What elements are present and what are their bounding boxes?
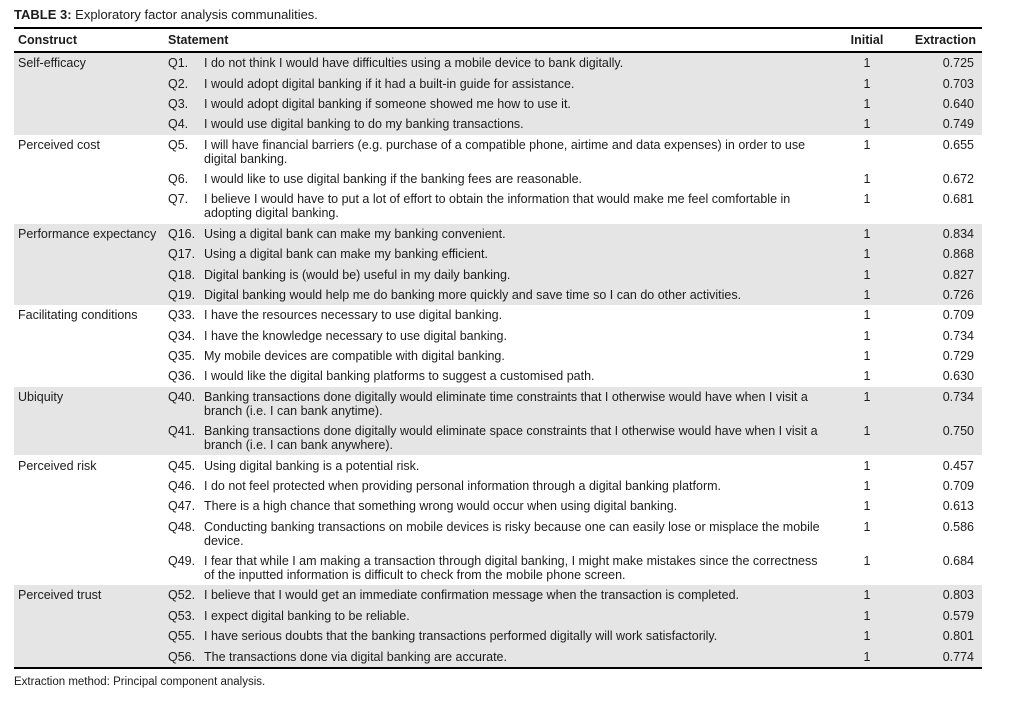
- col-header-initial: Initial: [850, 33, 884, 47]
- extraction-value: 0.734: [942, 389, 974, 404]
- extraction-value: 0.827: [942, 267, 974, 282]
- extraction-value: 0.655: [942, 137, 974, 152]
- table-row: [14, 366, 982, 386]
- statement-number: Q5.: [168, 137, 189, 152]
- extraction-value: 0.681: [942, 192, 974, 207]
- table-title: [14, 7, 998, 22]
- initial-value: 1: [863, 369, 871, 384]
- extraction-value: 0.749: [942, 117, 974, 132]
- statement-number: Q7.: [168, 192, 189, 207]
- statement-text: Banking transactions done digitally would eliminate time constraints that I otherwise would have when I visit a branch (i.e. I can bank anytime).: [204, 389, 808, 418]
- initial-value: 1: [863, 499, 871, 514]
- extraction-value: 0.640: [942, 96, 974, 111]
- table-row: [14, 244, 982, 264]
- table-row: [14, 421, 982, 455]
- construct-cell: Performance expectancy: [18, 226, 157, 241]
- statement-text: I believe I would have to put a lot of effort to obtain the information that would make me feel comfortable in adopting digital banking.: [204, 192, 791, 221]
- table-row: [14, 476, 982, 496]
- extraction-value: 0.613: [942, 499, 974, 514]
- statement-text: The transactions done via digital banking are accurate.: [204, 649, 507, 664]
- extraction-value: 0.774: [942, 649, 974, 664]
- construct-cell: [14, 247, 168, 261]
- statement-number: Q49.: [168, 554, 196, 569]
- construct-cell: [14, 609, 168, 623]
- table-row: [14, 114, 982, 134]
- extraction-value: 0.729: [942, 349, 974, 364]
- statement-text: I would like to use digital banking if the banking fees are reasonable.: [204, 172, 583, 187]
- construct-cell: [14, 554, 168, 582]
- initial-value: 1: [863, 649, 871, 664]
- col-header-extraction: Extraction: [914, 33, 976, 47]
- statement-text: Using a digital bank can make my banking efficient.: [204, 247, 488, 262]
- table-row: [14, 73, 982, 93]
- statement-number: Q16.: [168, 226, 196, 241]
- construct-cell: [14, 424, 168, 452]
- table-row: [14, 53, 982, 73]
- statement-number: Q19.: [168, 287, 196, 302]
- extraction-value: 0.684: [942, 554, 974, 569]
- table-title-text: Exploratory factor analysis communalities.: [71, 7, 318, 22]
- statement-number: Q6.: [168, 172, 189, 187]
- statement-number: Q17.: [168, 247, 196, 262]
- construct-cell: [14, 349, 168, 363]
- construct-cell: [14, 192, 168, 220]
- statement-text: I have the resources necessary to use digital banking.: [204, 308, 503, 323]
- statement-number: Q45.: [168, 458, 196, 473]
- statement-number: Q40.: [168, 389, 196, 404]
- construct-group: [14, 387, 982, 456]
- statement-number: Q33.: [168, 308, 196, 323]
- statement-text: My mobile devices are compatible with digital banking.: [204, 349, 505, 364]
- table-title-label: TABLE 3:: [14, 7, 72, 22]
- construct-cell: Facilitating conditions: [18, 308, 138, 323]
- table-footnote: Extraction method: Principal component analysis.: [14, 675, 266, 688]
- statement-number: Q1.: [168, 56, 189, 71]
- initial-value: 1: [863, 349, 871, 364]
- table-row: [14, 285, 982, 305]
- construct-cell: Ubiquity: [18, 389, 64, 404]
- construct-cell: [14, 268, 168, 282]
- construct-group: [14, 585, 982, 667]
- table-row: [14, 135, 982, 169]
- statement-number: Q52.: [168, 588, 196, 603]
- initial-value: 1: [863, 226, 871, 241]
- initial-value: 1: [863, 56, 871, 71]
- statement-text: Banking transactions done digitally would eliminate space constraints that I otherwise would have when I visit a branch (i.e. I can bank anywhere).: [204, 424, 818, 453]
- statement-number: Q3.: [168, 96, 189, 111]
- initial-value: 1: [863, 389, 871, 404]
- extraction-value: 0.868: [942, 247, 974, 262]
- table-body: [14, 53, 982, 667]
- initial-value: 1: [863, 137, 871, 152]
- statement-number: Q4.: [168, 117, 189, 132]
- statement-text: I would adopt digital banking if someone showed me how to use it.: [204, 96, 571, 111]
- construct-cell: [14, 499, 168, 513]
- table-row: [14, 606, 982, 626]
- statement-number: Q36.: [168, 369, 196, 384]
- initial-value: 1: [863, 554, 871, 569]
- table-row: [14, 326, 982, 346]
- initial-value: 1: [863, 458, 871, 473]
- construct-cell: Perceived trust: [18, 588, 102, 603]
- table-row: [14, 189, 982, 223]
- table-row: [14, 387, 982, 421]
- table-row: [14, 224, 982, 244]
- construct-cell: [14, 172, 168, 186]
- extraction-value: 0.579: [942, 608, 974, 623]
- statement-text: Using digital banking is a potential risk.: [204, 458, 420, 473]
- initial-value: 1: [863, 588, 871, 603]
- statement-number: Q18.: [168, 267, 196, 282]
- initial-value: 1: [863, 608, 871, 623]
- statement-text: I do not feel protected when providing personal information through a digital banking platform.: [204, 478, 721, 493]
- initial-value: 1: [863, 519, 871, 534]
- statement-number: Q56.: [168, 649, 196, 664]
- construct-cell: [14, 77, 168, 91]
- construct-group: [14, 135, 982, 224]
- table-row: [14, 169, 982, 189]
- extraction-value: 0.586: [942, 519, 974, 534]
- construct-cell: [14, 329, 168, 343]
- construct-cell: Perceived risk: [18, 458, 97, 473]
- extraction-value: 0.709: [942, 478, 974, 493]
- construct-cell: [14, 650, 168, 664]
- initial-value: 1: [863, 192, 871, 207]
- statement-text: I have serious doubts that the banking transactions performed digitally will work satisfactorily.: [204, 629, 718, 644]
- statement-number: Q53.: [168, 608, 196, 623]
- construct-cell: [14, 479, 168, 493]
- initial-value: 1: [863, 629, 871, 644]
- extraction-value: 0.725: [942, 56, 974, 71]
- statement-text: I would like the digital banking platforms to suggest a customised path.: [204, 369, 595, 384]
- table-row: [14, 551, 982, 585]
- statement-text: Digital banking is (would be) useful in my daily banking.: [204, 267, 511, 282]
- initial-value: 1: [863, 424, 871, 439]
- initial-value: 1: [863, 117, 871, 132]
- table-header-row: [14, 29, 982, 53]
- statement-text: Using a digital bank can make my banking convenient.: [204, 226, 506, 241]
- statement-text: Conducting banking transactions on mobile devices is risky because one can easily lose or misplace the mobile device.: [204, 519, 820, 548]
- initial-value: 1: [863, 96, 871, 111]
- initial-value: 1: [863, 328, 871, 343]
- col-header-construct: Construct: [18, 33, 78, 47]
- construct-cell: Self-efficacy: [18, 56, 86, 71]
- statement-text: I expect digital banking to be reliable.: [204, 608, 410, 623]
- construct-cell: [14, 117, 168, 131]
- table-row: [14, 585, 982, 605]
- construct-cell: [14, 520, 168, 548]
- statement-number: Q46.: [168, 478, 196, 493]
- statement-number: Q2.: [168, 76, 189, 91]
- statement-text: I do not think I would have difficulties using a mobile device to bank digitally.: [204, 56, 624, 71]
- initial-value: 1: [863, 267, 871, 282]
- statement-number: Q48.: [168, 519, 196, 534]
- statement-number: Q35.: [168, 349, 196, 364]
- table-row: [14, 94, 982, 114]
- table-row: [14, 264, 982, 284]
- table-row: [14, 346, 982, 366]
- statement-number: Q34.: [168, 328, 196, 343]
- extraction-value: 0.630: [942, 369, 974, 384]
- table-row: [14, 517, 982, 551]
- construct-group: [14, 305, 982, 387]
- construct-cell: [14, 97, 168, 111]
- table-row: [14, 646, 982, 666]
- statement-text: I have the knowledge necessary to use digital banking.: [204, 328, 507, 343]
- construct-cell: [14, 629, 168, 643]
- table-row: [14, 305, 982, 325]
- extraction-value: 0.801: [942, 629, 974, 644]
- construct-cell: [14, 288, 168, 302]
- table-row: [14, 626, 982, 646]
- initial-value: 1: [863, 76, 871, 91]
- statement-text: I would use digital banking to do my banking transactions.: [204, 117, 524, 132]
- extraction-value: 0.726: [942, 287, 974, 302]
- table-row: [14, 455, 982, 475]
- statement-text: I fear that while I am making a transaction through digital banking, I might make mistakes since the correctness of the inputted information is difficult to check from the mobile phone screen.: [204, 554, 818, 583]
- statement-text: I would adopt digital banking if it had a built-in guide for assistance.: [204, 76, 575, 91]
- initial-value: 1: [863, 478, 871, 493]
- construct-cell: Perceived cost: [18, 137, 100, 152]
- initial-value: 1: [863, 172, 871, 187]
- extraction-value: 0.709: [942, 308, 974, 323]
- statement-number: Q47.: [168, 499, 196, 514]
- construct-group: [14, 455, 982, 585]
- extraction-value: 0.834: [942, 226, 974, 241]
- initial-value: 1: [863, 287, 871, 302]
- initial-value: 1: [863, 308, 871, 323]
- statement-number: Q55.: [168, 629, 196, 644]
- extraction-value: 0.803: [942, 588, 974, 603]
- statement-text: I will have financial barriers (e.g. purchase of a compatible phone, airtime and data expenses) in order to use digital banking.: [204, 137, 806, 166]
- extraction-value: 0.457: [942, 458, 974, 473]
- extraction-value: 0.750: [942, 424, 974, 439]
- statement-text: Digital banking would help me do banking more quickly and save time so I can do other activities.: [204, 287, 742, 302]
- construct-group: [14, 53, 982, 135]
- statement-text: There is a high chance that something wrong would occur when using digital banking.: [204, 499, 678, 514]
- communalities-table: [14, 27, 982, 669]
- statement-text: I believe that I would get an immediate confirmation message when the transaction is completed.: [204, 588, 740, 603]
- col-header-statement: Statement: [168, 33, 229, 47]
- initial-value: 1: [863, 247, 871, 262]
- statement-number: Q41.: [168, 424, 196, 439]
- construct-cell: [14, 369, 168, 383]
- extraction-value: 0.734: [942, 328, 974, 343]
- extraction-value: 0.672: [942, 172, 974, 187]
- table-row: [14, 496, 982, 516]
- extraction-value: 0.703: [942, 76, 974, 91]
- construct-group: [14, 224, 982, 306]
